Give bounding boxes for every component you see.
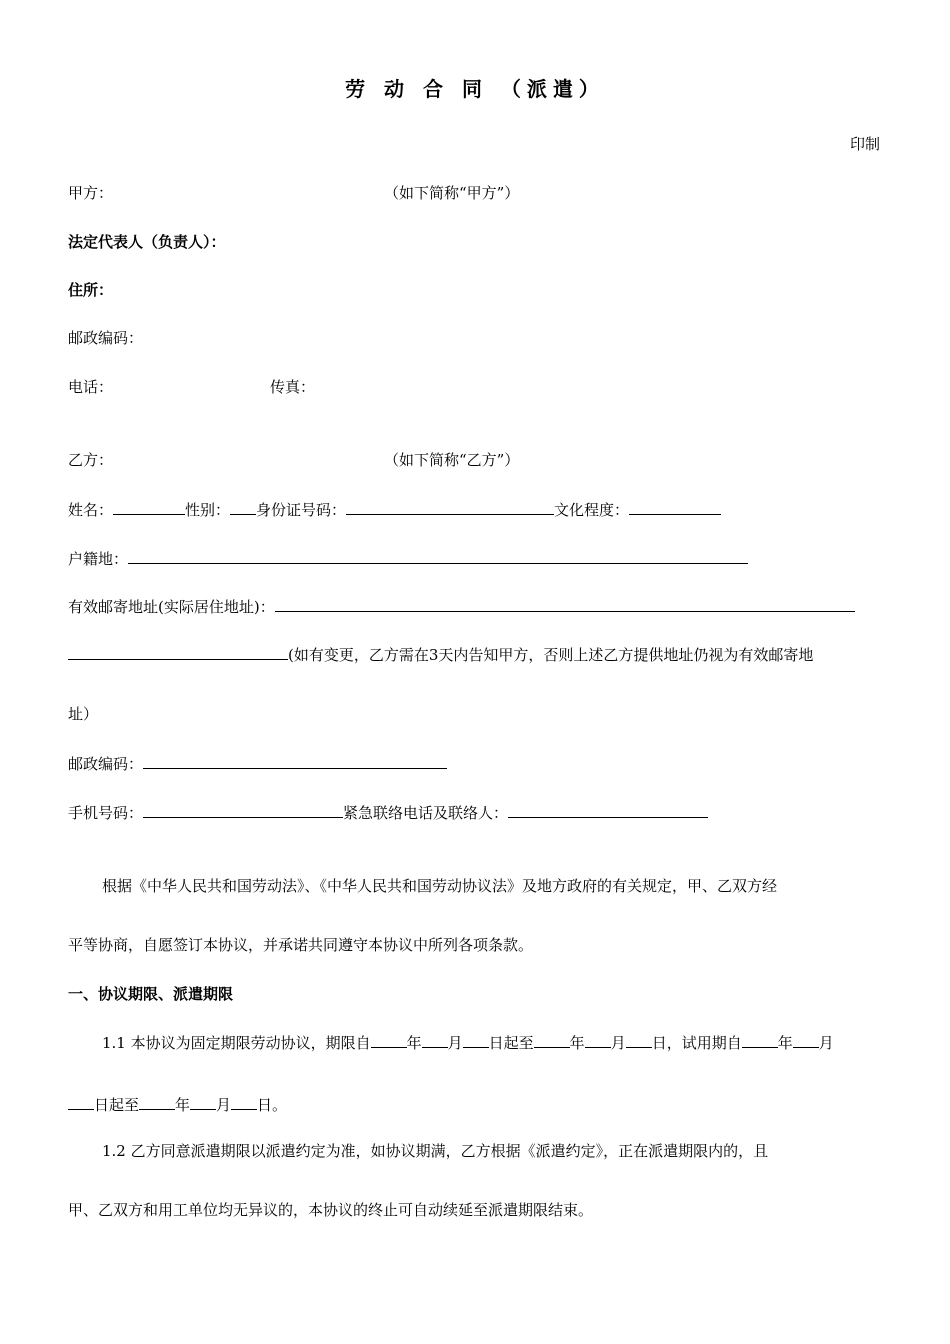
id-number-field[interactable] bbox=[346, 498, 554, 515]
probation-text: 日，试用期自 bbox=[651, 1034, 742, 1052]
hukou-line bbox=[68, 547, 748, 569]
education-label: 文化程度： bbox=[554, 501, 630, 519]
legal-rep-label: 法定代表人（负责人）： bbox=[68, 233, 226, 251]
party-b-label: 乙方： bbox=[68, 451, 114, 469]
mobile-field[interactable] bbox=[143, 801, 343, 818]
clause-1-1-text: 1.1 本协议为固定期限劳动协议，期限自 bbox=[102, 1034, 371, 1052]
section-1-heading: 一、协议期限、派遣期限 bbox=[68, 985, 234, 1003]
mobile-label: 手机号码： bbox=[68, 804, 144, 822]
gender-label: 性别： bbox=[185, 501, 231, 519]
preamble-line-1: 根据《中华人民共和国劳动法》、《中华人民共和国劳动协议法》及地方政府的有关规定，甲、乙双方经 bbox=[102, 877, 778, 895]
print-mark: 印制 bbox=[850, 135, 881, 153]
start-month-field[interactable] bbox=[422, 1031, 448, 1048]
document-title: 劳 动 合 同 （派遣） bbox=[345, 77, 605, 101]
mail-address-label: 有效邮寄地址(实际居住地址)： bbox=[68, 598, 275, 616]
party-a-address-label: 住所： bbox=[68, 281, 114, 299]
party-a-phone-label: 电话： bbox=[68, 378, 114, 396]
probation-end-month-field[interactable] bbox=[190, 1093, 216, 1110]
name-field[interactable] bbox=[113, 498, 185, 515]
preamble-line-2: 平等协商，自愿签订本协议，并承诺共同遵守本协议中所列各项条款。 bbox=[68, 936, 534, 954]
mail-change-note-end: 址） bbox=[68, 705, 99, 723]
education-field[interactable] bbox=[629, 498, 721, 515]
party-b-postcode-line bbox=[68, 752, 447, 774]
id-number-label: 身份证号码： bbox=[256, 501, 347, 519]
probation-start-day-field[interactable] bbox=[68, 1093, 94, 1110]
end-day-field[interactable] bbox=[626, 1031, 652, 1048]
party-b-info-line bbox=[68, 498, 721, 520]
gender-field[interactable] bbox=[230, 498, 256, 515]
year-label: 年 bbox=[777, 1034, 793, 1052]
clause-1-2-line-1: 1.2 乙方同意派遣期限以派遣约定为准，如协议期满，乙方根据《派遣约定》，正在派遣期限内的，且 bbox=[102, 1142, 769, 1160]
probation-to-text: 日起至 bbox=[94, 1096, 140, 1114]
emergency-contact-field[interactable] bbox=[508, 801, 708, 818]
party-a-fax-label: 传真： bbox=[270, 378, 316, 396]
clause-1-2-line-2: 甲、乙双方和用工单位均无异议的，本协议的终止可自动续延至派遣期限结束。 bbox=[68, 1201, 594, 1219]
end-year-field[interactable] bbox=[534, 1031, 570, 1048]
year-label: 年 bbox=[175, 1096, 191, 1114]
clause-1-1-end: 日。 bbox=[257, 1096, 288, 1114]
probation-end-day-field[interactable] bbox=[231, 1093, 257, 1110]
party-b-alias: （如下简称“乙方”） bbox=[384, 451, 520, 469]
probation-start-month-field[interactable] bbox=[793, 1031, 819, 1048]
month-label: 月 bbox=[818, 1034, 834, 1052]
clause-1-1-line-2 bbox=[68, 1093, 287, 1115]
clause-1-1-line-1 bbox=[102, 1031, 834, 1053]
contact-line bbox=[68, 801, 708, 823]
end-month-field[interactable] bbox=[585, 1031, 611, 1048]
month-label: 月 bbox=[216, 1096, 232, 1114]
probation-end-year-field[interactable] bbox=[139, 1093, 175, 1110]
mail-address-field-2[interactable] bbox=[68, 643, 288, 660]
mail-address-field[interactable] bbox=[275, 595, 855, 612]
month-label: 月 bbox=[610, 1034, 626, 1052]
hukou-field[interactable] bbox=[128, 547, 748, 564]
start-year-field[interactable] bbox=[371, 1031, 407, 1048]
party-b-postcode-label: 邮政编码： bbox=[68, 755, 144, 773]
year-label: 年 bbox=[406, 1034, 422, 1052]
name-label: 姓名： bbox=[68, 501, 114, 519]
probation-start-year-field[interactable] bbox=[742, 1031, 778, 1048]
mail-change-note: (如有变更，乙方需在3天内告知甲方，否则上述乙方提供地址仍视为有效邮寄地 bbox=[288, 646, 814, 664]
start-day-field[interactable] bbox=[463, 1031, 489, 1048]
hukou-label: 户籍地： bbox=[68, 550, 129, 568]
mail-address-continued bbox=[68, 643, 813, 665]
emergency-contact-label: 紧急联络电话及联络人： bbox=[343, 804, 509, 822]
month-label: 月 bbox=[447, 1034, 463, 1052]
year-label: 年 bbox=[569, 1034, 585, 1052]
party-b-postcode-field[interactable] bbox=[143, 752, 447, 769]
start-to-text: 日起至 bbox=[488, 1034, 534, 1052]
party-a-postcode-label: 邮政编码： bbox=[68, 329, 144, 347]
party-a-alias: （如下简称“甲方”） bbox=[384, 184, 520, 202]
mail-address-line bbox=[68, 595, 855, 617]
party-a-label: 甲方： bbox=[68, 184, 114, 202]
